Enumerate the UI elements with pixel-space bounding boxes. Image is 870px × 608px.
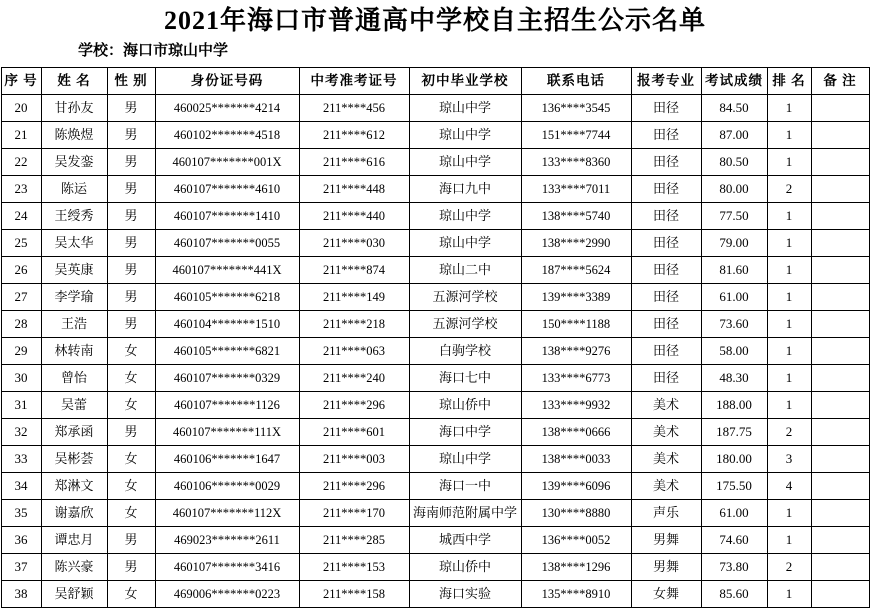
table-cell-exam: 211****153 <box>299 554 409 581</box>
table-cell-sex: 女 <box>107 365 155 392</box>
table-cell-school: 琼山中学 <box>409 95 521 122</box>
table-cell-rank: 1 <box>767 95 811 122</box>
table-cell-major: 美术 <box>631 446 701 473</box>
table-cell-name: 甘孙友 <box>41 95 107 122</box>
table-cell-school: 白驹学校 <box>409 338 521 365</box>
table-cell-major: 男舞 <box>631 527 701 554</box>
table-cell-id: 460107*******112X <box>155 500 299 527</box>
table-cell-name: 林转南 <box>41 338 107 365</box>
column-header-id: 身份证号码 <box>155 68 299 95</box>
table-cell-score: 58.00 <box>701 338 767 365</box>
column-header-sex: 性 别 <box>107 68 155 95</box>
table-cell-phone: 139****6096 <box>521 473 631 500</box>
table-cell-id: 460105*******6821 <box>155 338 299 365</box>
table-cell-note <box>811 122 869 149</box>
table-cell-seq: 32 <box>1 419 41 446</box>
table-row <box>1 176 869 203</box>
table-cell-major: 男舞 <box>631 554 701 581</box>
table-cell-score: 180.00 <box>701 446 767 473</box>
table-cell-name: 吴彬荟 <box>41 446 107 473</box>
column-header-score: 考试成绩 <box>701 68 767 95</box>
school-value: 海口市琼山中学 <box>123 43 229 59</box>
table-cell-rank: 1 <box>767 257 811 284</box>
table-cell-exam: 211****612 <box>299 122 409 149</box>
table-cell-note <box>811 446 869 473</box>
table-cell-note <box>811 473 869 500</box>
table-cell-name: 吴英康 <box>41 257 107 284</box>
table-cell-id: 460107*******111X <box>155 419 299 446</box>
table-row <box>1 527 869 554</box>
table-cell-phone: 136****0052 <box>521 527 631 554</box>
table-cell-rank: 1 <box>767 338 811 365</box>
table-cell-school: 琼山侨中 <box>409 392 521 419</box>
table-cell-school: 海口一中 <box>409 473 521 500</box>
table-cell-rank: 1 <box>767 527 811 554</box>
table-row <box>1 365 869 392</box>
table-cell-school: 琼山中学 <box>409 122 521 149</box>
table-cell-sex: 女 <box>107 338 155 365</box>
table-cell-score: 80.50 <box>701 149 767 176</box>
table-row <box>1 203 869 230</box>
table-cell-sex: 男 <box>107 419 155 446</box>
table-cell-note <box>811 419 869 446</box>
table-row <box>1 311 869 338</box>
table-cell-major: 声乐 <box>631 500 701 527</box>
table-cell-exam: 211****601 <box>299 419 409 446</box>
table-cell-seq: 30 <box>1 365 41 392</box>
table-cell-rank: 1 <box>767 284 811 311</box>
table-header-row <box>1 68 869 95</box>
table-cell-phone: 138****1296 <box>521 554 631 581</box>
table-cell-exam: 211****285 <box>299 527 409 554</box>
table-cell-note <box>811 581 869 608</box>
table-row <box>1 95 869 122</box>
table-cell-score: 188.00 <box>701 392 767 419</box>
table-row <box>1 122 869 149</box>
table-cell-id: 460107*******3416 <box>155 554 299 581</box>
table-cell-name: 陈运 <box>41 176 107 203</box>
table-cell-rank: 1 <box>767 122 811 149</box>
table-cell-sex: 男 <box>107 122 155 149</box>
table-cell-exam: 211****874 <box>299 257 409 284</box>
table-cell-name: 吴发銮 <box>41 149 107 176</box>
table-cell-note <box>811 311 869 338</box>
table-cell-seq: 37 <box>1 554 41 581</box>
table-cell-school: 海口九中 <box>409 176 521 203</box>
table-row <box>1 149 869 176</box>
table-cell-score: 61.00 <box>701 500 767 527</box>
table-cell-name: 王绶秀 <box>41 203 107 230</box>
table-cell-exam: 211****063 <box>299 338 409 365</box>
table-cell-name: 郑淋文 <box>41 473 107 500</box>
table-cell-rank: 2 <box>767 419 811 446</box>
table-cell-score: 80.00 <box>701 176 767 203</box>
table-cell-rank: 1 <box>767 392 811 419</box>
table-cell-name: 谭忠月 <box>41 527 107 554</box>
table-cell-score: 73.80 <box>701 554 767 581</box>
column-header-exam-number: 中考准考证号 <box>299 68 409 95</box>
table-cell-id: 469023*******2611 <box>155 527 299 554</box>
table-cell-school: 琼山二中 <box>409 257 521 284</box>
table-cell-seq: 29 <box>1 338 41 365</box>
table-cell-id: 460107*******1126 <box>155 392 299 419</box>
table-cell-rank: 2 <box>767 176 811 203</box>
table-cell-id: 460107*******1410 <box>155 203 299 230</box>
table-cell-sex: 男 <box>107 203 155 230</box>
table-cell-id: 460107*******0055 <box>155 230 299 257</box>
table-cell-seq: 31 <box>1 392 41 419</box>
table-cell-note <box>811 203 869 230</box>
table-row <box>1 581 869 608</box>
table-row <box>1 338 869 365</box>
table-cell-major: 田径 <box>631 176 701 203</box>
table-cell-note <box>811 230 869 257</box>
roster-table-body <box>1 95 869 608</box>
table-cell-sex: 女 <box>107 392 155 419</box>
table-cell-name: 谢嘉欣 <box>41 500 107 527</box>
table-cell-seq: 35 <box>1 500 41 527</box>
roster-table <box>1 67 870 608</box>
table-cell-school: 海口实验 <box>409 581 521 608</box>
table-cell-score: 77.50 <box>701 203 767 230</box>
table-cell-exam: 211****030 <box>299 230 409 257</box>
table-cell-school: 琼山侨中 <box>409 554 521 581</box>
table-cell-rank: 1 <box>767 203 811 230</box>
table-cell-exam: 211****170 <box>299 500 409 527</box>
table-cell-note <box>811 365 869 392</box>
column-header-seq: 序 号 <box>1 68 41 95</box>
table-cell-sex: 女 <box>107 500 155 527</box>
table-cell-score: 79.00 <box>701 230 767 257</box>
table-cell-seq: 27 <box>1 284 41 311</box>
table-cell-exam: 211****240 <box>299 365 409 392</box>
table-cell-major: 田径 <box>631 365 701 392</box>
school-line <box>0 40 870 67</box>
table-cell-phone: 130****8880 <box>521 500 631 527</box>
table-cell-phone: 133****7011 <box>521 176 631 203</box>
table-cell-major: 田径 <box>631 284 701 311</box>
table-cell-score: 87.00 <box>701 122 767 149</box>
table-cell-major: 美术 <box>631 473 701 500</box>
table-cell-exam: 211****296 <box>299 473 409 500</box>
table-cell-school: 海口中学 <box>409 419 521 446</box>
table-cell-exam: 211****003 <box>299 446 409 473</box>
table-cell-phone: 133****8360 <box>521 149 631 176</box>
table-row <box>1 230 869 257</box>
table-cell-phone: 136****3545 <box>521 95 631 122</box>
table-cell-sex: 男 <box>107 284 155 311</box>
table-cell-id: 460105*******6218 <box>155 284 299 311</box>
table-cell-name: 陈焕煜 <box>41 122 107 149</box>
table-cell-id: 460025*******4214 <box>155 95 299 122</box>
table-cell-name: 郑承函 <box>41 419 107 446</box>
table-cell-sex: 男 <box>107 149 155 176</box>
table-row <box>1 554 869 581</box>
table-cell-school: 琼山中学 <box>409 203 521 230</box>
table-cell-exam: 211****218 <box>299 311 409 338</box>
table-cell-note <box>811 176 869 203</box>
table-cell-id: 460102*******4518 <box>155 122 299 149</box>
table-cell-score: 187.75 <box>701 419 767 446</box>
table-cell-exam: 211****440 <box>299 203 409 230</box>
table-cell-major: 田径 <box>631 95 701 122</box>
table-cell-id: 460106*******1647 <box>155 446 299 473</box>
table-cell-seq: 24 <box>1 203 41 230</box>
table-cell-school: 琼山中学 <box>409 230 521 257</box>
table-cell-rank: 3 <box>767 446 811 473</box>
table-cell-note <box>811 149 869 176</box>
school-label: 学校： <box>78 43 124 59</box>
table-row <box>1 392 869 419</box>
table-row <box>1 257 869 284</box>
table-cell-major: 田径 <box>631 338 701 365</box>
table-cell-major: 田径 <box>631 230 701 257</box>
table-cell-score: 74.60 <box>701 527 767 554</box>
table-cell-major: 田径 <box>631 311 701 338</box>
table-cell-sex: 女 <box>107 473 155 500</box>
table-cell-rank: 1 <box>767 311 811 338</box>
table-cell-note <box>811 338 869 365</box>
table-cell-phone: 151****7744 <box>521 122 631 149</box>
table-cell-id: 460107*******0329 <box>155 365 299 392</box>
table-cell-phone: 135****8910 <box>521 581 631 608</box>
table-cell-school: 五源河学校 <box>409 284 521 311</box>
table-cell-exam: 211****616 <box>299 149 409 176</box>
table-row <box>1 284 869 311</box>
table-cell-rank: 1 <box>767 365 811 392</box>
table-cell-major: 田径 <box>631 122 701 149</box>
table-cell-name: 陈兴豪 <box>41 554 107 581</box>
table-cell-sex: 男 <box>107 527 155 554</box>
table-cell-name: 吴蕾 <box>41 392 107 419</box>
table-cell-note <box>811 554 869 581</box>
table-cell-name: 吴舒颖 <box>41 581 107 608</box>
table-cell-seq: 25 <box>1 230 41 257</box>
column-header-major: 报考专业 <box>631 68 701 95</box>
table-cell-note <box>811 95 869 122</box>
table-row <box>1 473 869 500</box>
table-cell-exam: 211****296 <box>299 392 409 419</box>
table-cell-score: 84.50 <box>701 95 767 122</box>
table-cell-major: 美术 <box>631 392 701 419</box>
column-header-middle-school: 初中毕业学校 <box>409 68 521 95</box>
table-cell-name: 吴太华 <box>41 230 107 257</box>
table-cell-score: 61.00 <box>701 284 767 311</box>
table-cell-note <box>811 500 869 527</box>
table-cell-sex: 男 <box>107 311 155 338</box>
table-cell-note <box>811 392 869 419</box>
table-cell-seq: 34 <box>1 473 41 500</box>
table-cell-phone: 133****6773 <box>521 365 631 392</box>
table-cell-seq: 21 <box>1 122 41 149</box>
table-cell-phone: 138****0666 <box>521 419 631 446</box>
table-cell-phone: 138****0033 <box>521 446 631 473</box>
table-cell-phone: 138****5740 <box>521 203 631 230</box>
table-cell-note <box>811 284 869 311</box>
table-cell-major: 田径 <box>631 257 701 284</box>
table-cell-major: 美术 <box>631 419 701 446</box>
column-header-phone: 联系电话 <box>521 68 631 95</box>
table-cell-phone: 139****3389 <box>521 284 631 311</box>
table-cell-seq: 20 <box>1 95 41 122</box>
table-cell-id: 460107*******001X <box>155 149 299 176</box>
table-cell-rank: 1 <box>767 500 811 527</box>
table-cell-note <box>811 257 869 284</box>
table-cell-note <box>811 527 869 554</box>
table-cell-score: 85.60 <box>701 581 767 608</box>
table-cell-seq: 28 <box>1 311 41 338</box>
table-cell-score: 73.60 <box>701 311 767 338</box>
table-cell-seq: 23 <box>1 176 41 203</box>
table-cell-sex: 男 <box>107 230 155 257</box>
table-row <box>1 446 869 473</box>
table-cell-id: 460107*******4610 <box>155 176 299 203</box>
table-cell-phone: 133****9932 <box>521 392 631 419</box>
table-cell-school: 海口七中 <box>409 365 521 392</box>
table-cell-id: 460104*******1510 <box>155 311 299 338</box>
table-cell-sex: 女 <box>107 446 155 473</box>
table-cell-major: 女舞 <box>631 581 701 608</box>
table-cell-sex: 男 <box>107 257 155 284</box>
table-cell-id: 460106*******0029 <box>155 473 299 500</box>
table-cell-school: 海南师范附属中学 <box>409 500 521 527</box>
table-cell-sex: 男 <box>107 554 155 581</box>
table-cell-phone: 138****9276 <box>521 338 631 365</box>
table-cell-seq: 36 <box>1 527 41 554</box>
table-cell-score: 48.30 <box>701 365 767 392</box>
table-cell-seq: 33 <box>1 446 41 473</box>
table-cell-rank: 1 <box>767 581 811 608</box>
table-cell-name: 李学瑜 <box>41 284 107 311</box>
table-cell-seq: 22 <box>1 149 41 176</box>
table-cell-seq: 38 <box>1 581 41 608</box>
table-cell-sex: 男 <box>107 176 155 203</box>
table-row <box>1 419 869 446</box>
page-title: 2021年海口市普通高中学校自主招生公示名单 <box>163 6 706 35</box>
table-cell-rank: 1 <box>767 149 811 176</box>
table-cell-id: 460107*******441X <box>155 257 299 284</box>
table-cell-rank: 1 <box>767 230 811 257</box>
column-header-name: 姓 名 <box>41 68 107 95</box>
table-cell-exam: 211****456 <box>299 95 409 122</box>
table-cell-major: 田径 <box>631 203 701 230</box>
table-cell-sex: 男 <box>107 95 155 122</box>
column-header-note: 备 注 <box>811 68 869 95</box>
table-cell-name: 王浩 <box>41 311 107 338</box>
column-header-rank: 排 名 <box>767 68 811 95</box>
table-cell-id: 469006*******0223 <box>155 581 299 608</box>
table-cell-rank: 4 <box>767 473 811 500</box>
table-cell-exam: 211****149 <box>299 284 409 311</box>
table-cell-school: 琼山中学 <box>409 149 521 176</box>
table-cell-phone: 187****5624 <box>521 257 631 284</box>
table-cell-school: 琼山中学 <box>409 446 521 473</box>
table-cell-seq: 26 <box>1 257 41 284</box>
table-cell-score: 175.50 <box>701 473 767 500</box>
table-cell-score: 81.60 <box>701 257 767 284</box>
table-cell-exam: 211****448 <box>299 176 409 203</box>
table-row <box>1 500 869 527</box>
table-cell-phone: 138****2990 <box>521 230 631 257</box>
table-cell-name: 曾怡 <box>41 365 107 392</box>
table-cell-school: 五源河学校 <box>409 311 521 338</box>
table-cell-phone: 150****1188 <box>521 311 631 338</box>
table-cell-exam: 211****158 <box>299 581 409 608</box>
table-cell-rank: 2 <box>767 554 811 581</box>
table-cell-major: 田径 <box>631 149 701 176</box>
table-cell-school: 城西中学 <box>409 527 521 554</box>
table-cell-sex: 女 <box>107 581 155 608</box>
